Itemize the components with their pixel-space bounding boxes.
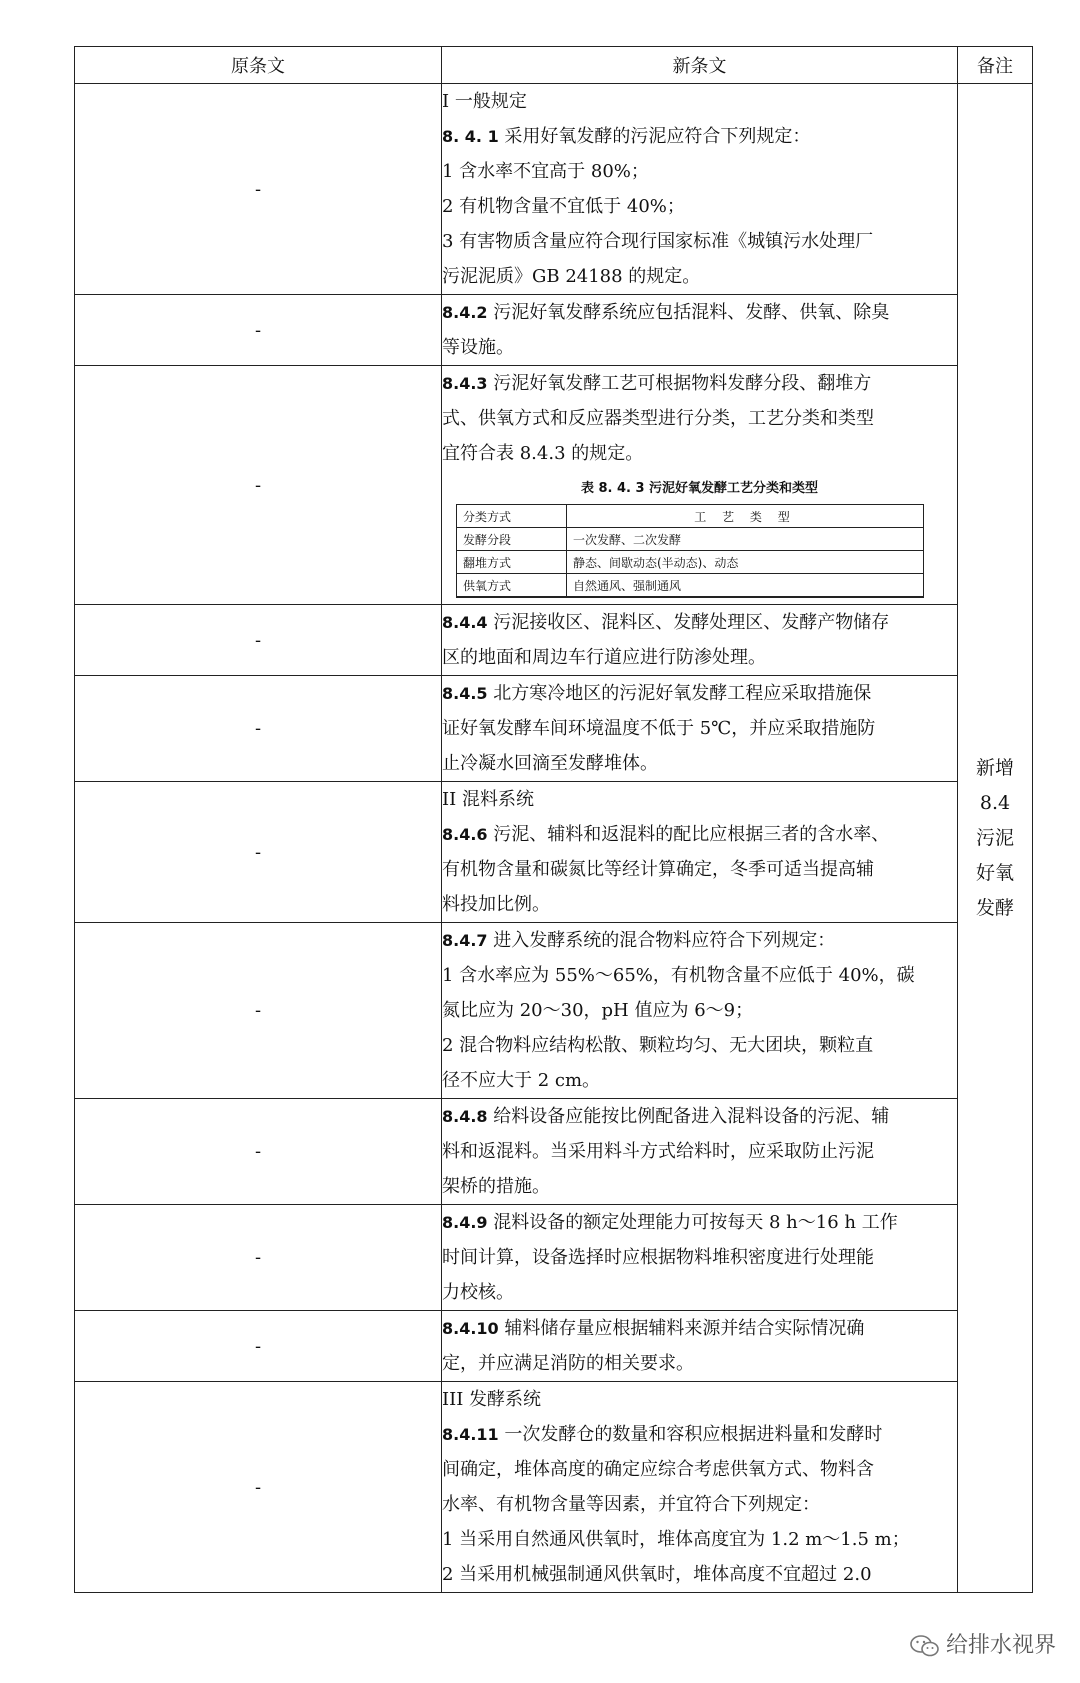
clause-line xyxy=(442,817,957,852)
clause-text: 污泥好氧发酵系统应包括混料、发酵、供氧、除臭 xyxy=(487,302,890,323)
original-clause-cell: - xyxy=(75,1205,442,1311)
clause-line xyxy=(442,330,957,365)
clause-text: 采用好氧发酵的污泥应符合下列规定： xyxy=(498,126,811,147)
new-clause-cell xyxy=(442,605,958,676)
clause-text: 混料设备的额定处理能力可按每天 8 h～16 h 工作 xyxy=(487,1212,898,1233)
table-row xyxy=(75,923,1033,1099)
clause-number: 8.4.5 xyxy=(442,684,488,703)
clause-line xyxy=(442,1275,957,1310)
clause-text: 给料设备应能按比例配备进入混料设备的污泥、辅 xyxy=(487,1106,890,1127)
table-row xyxy=(75,782,1033,923)
new-clause-cell xyxy=(442,295,958,366)
new-clause-cell xyxy=(442,1099,958,1205)
watermark-text: 给排水视界 xyxy=(945,1633,1056,1658)
clause-line xyxy=(442,1169,957,1204)
clause-line xyxy=(442,923,957,958)
new-clause-cell xyxy=(442,1205,958,1311)
header-new-clause: 新条文 xyxy=(442,47,958,84)
subtable-cell: 发酵分段 xyxy=(457,528,567,551)
new-clause-cell xyxy=(442,84,958,295)
remark-line: 发酵 xyxy=(975,896,1014,919)
clause-line xyxy=(442,1417,957,1452)
clause-text: 定，并应满足消防的相关要求。 xyxy=(442,1353,694,1374)
clause-line xyxy=(442,189,957,224)
subtable-cell: 翻堆方式 xyxy=(457,551,567,574)
new-clause-cell xyxy=(442,1382,958,1593)
clause-text: 污泥好氧发酵工艺可根据物料发酵分段、翻堆方 xyxy=(487,373,872,394)
clause-line xyxy=(442,640,957,675)
original-clause-cell: - xyxy=(75,84,442,295)
clause-line xyxy=(442,887,957,922)
table-row xyxy=(75,295,1033,366)
clause-text: 1 当采用自然通风供氧时，堆体高度宜为 1.2 m～1.5 m； xyxy=(442,1529,910,1550)
clause-number: 8. 4. 1 xyxy=(442,127,499,146)
clause-text: 式、供氧方式和反应器类型进行分类，工艺分类和类型 xyxy=(442,408,874,429)
clause-line xyxy=(442,401,957,436)
table-row xyxy=(75,1311,1033,1382)
clause-text: II 混料系统 xyxy=(442,789,534,810)
table-row xyxy=(75,1099,1033,1205)
table-body xyxy=(75,84,1033,1593)
clause-text: 氮比应为 20～30，pH 值应为 6～9； xyxy=(442,1000,754,1021)
clause-text: 有机物含量和碳氮比等经计算确定，冬季可适当提高辅 xyxy=(442,859,874,880)
clause-line xyxy=(442,1452,957,1487)
clause-line xyxy=(442,993,957,1028)
new-clause-cell xyxy=(442,923,958,1099)
clause-text: 宜符合表 8.4.3 的规定。 xyxy=(442,443,644,464)
clause-text: 1 含水率应为 55%～65%，有机物含量不应低于 40%，碳 xyxy=(442,965,915,986)
clause-number: 8.4.8 xyxy=(442,1107,488,1126)
subtable-caption: 表 8. 4. 3 污泥好氧发酵工艺分类和类型 xyxy=(580,481,819,496)
clause-line xyxy=(442,1382,957,1417)
watermark xyxy=(910,1628,1056,1659)
clause-line xyxy=(442,746,957,781)
table-row xyxy=(75,1205,1033,1311)
clause-text: 料投加比例。 xyxy=(442,894,550,915)
clause-text: 区的地面和周边车行道应进行防渗处理。 xyxy=(442,647,766,668)
clause-text: 架桥的措施。 xyxy=(442,1176,550,1197)
remark-line: 污泥 xyxy=(975,826,1014,849)
subtable-cell: 分类方式 xyxy=(457,505,567,528)
clause-line xyxy=(442,1522,957,1557)
original-clause-cell: - xyxy=(75,295,442,366)
original-clause-cell: - xyxy=(75,605,442,676)
clause-text: 污泥接收区、混料区、发酵处理区、发酵产物储存 xyxy=(487,612,890,633)
clause-text: 等设施。 xyxy=(442,337,514,358)
clause-line xyxy=(442,1028,957,1063)
clause-line xyxy=(442,958,957,993)
clause-line xyxy=(442,852,957,887)
table-row xyxy=(75,366,1033,605)
clause-line xyxy=(442,1311,957,1346)
original-clause-cell: - xyxy=(75,1099,442,1205)
remark-line: 新增 xyxy=(975,756,1014,779)
clause-number: 8.4.11 xyxy=(442,1425,499,1444)
clause-line xyxy=(442,711,957,746)
clause-number: 8.4.10 xyxy=(442,1319,499,1338)
subtable-cell: 供氧方式 xyxy=(457,574,567,598)
clause-text: 污泥泥质》GB 24188 的规定。 xyxy=(442,266,701,287)
subtable-row xyxy=(457,551,924,574)
comparison-table xyxy=(74,46,1033,1593)
new-clause-cell xyxy=(442,1311,958,1382)
original-clause-cell: - xyxy=(75,1311,442,1382)
new-clause-cell xyxy=(442,782,958,923)
clause-text: 一次发酵仓的数量和容积应根据进料量和发酵时 xyxy=(498,1424,883,1445)
clause-text: 北方寒冷地区的污泥好氧发酵工程应采取措施保 xyxy=(487,683,872,704)
clause-text: 1 含水率不宜高于 80%； xyxy=(442,161,649,182)
table-row xyxy=(75,84,1033,295)
clause-line xyxy=(442,84,957,119)
clause-text: I 一般规定 xyxy=(442,91,527,112)
clause-text: 径不应大于 2 cm。 xyxy=(442,1070,601,1091)
clause-line xyxy=(442,1346,957,1381)
subtable-row xyxy=(457,528,924,551)
clause-line xyxy=(442,224,957,259)
clause-text: 水率、有机物含量等因素，并宜符合下列规定： xyxy=(442,1494,820,1515)
clause-line xyxy=(442,436,957,471)
clause-text: 进入发酵系统的混合物料应符合下列规定： xyxy=(487,930,836,951)
clause-text: 间确定，堆体高度的确定应综合考虑供氧方式、物料含 xyxy=(442,1459,874,1480)
clause-text: 2 当采用机械强制通风供氧时，堆体高度不宜超过 2.0 xyxy=(442,1564,872,1585)
original-clause-cell: - xyxy=(75,923,442,1099)
original-clause-cell: - xyxy=(75,676,442,782)
subtable-cell: 工 艺 类 型 xyxy=(567,505,924,528)
wechat-icon xyxy=(910,1635,940,1657)
clause-line xyxy=(442,1063,957,1098)
clause-text: 2 有机物含量不宜低于 40%； xyxy=(442,196,685,217)
clause-number: 8.4.4 xyxy=(442,613,488,632)
clause-number: 8.4.6 xyxy=(442,825,488,844)
process-type-table xyxy=(456,504,924,598)
original-clause-cell: - xyxy=(75,782,442,923)
subtable-row xyxy=(457,574,924,598)
clause-line xyxy=(442,605,957,640)
subtable-cell: 静态、间歇动态(半动态)、动态 xyxy=(567,551,924,574)
remark-cell xyxy=(958,84,1033,1593)
clause-text: 力校核。 xyxy=(442,1282,514,1303)
clause-line xyxy=(442,119,957,154)
clause-line xyxy=(442,1134,957,1169)
table-row xyxy=(75,1382,1033,1593)
subtable-cell: 自然通风、强制通风 xyxy=(567,574,924,598)
original-clause-cell: - xyxy=(75,1382,442,1593)
clause-line xyxy=(442,154,957,189)
clause-line xyxy=(442,259,957,294)
clause-line xyxy=(442,1240,957,1275)
clause-line xyxy=(442,1557,957,1592)
clause-text: 料和返混料。当采用料斗方式给料时，应采取防止污泥 xyxy=(442,1141,874,1162)
clause-line xyxy=(442,1099,957,1134)
clause-number: 8.4.9 xyxy=(442,1213,488,1232)
header-original-clause: 原条文 xyxy=(75,47,442,84)
clause-text: 证好氧发酵车间环境温度不低于 5℃，并应采取措施防 xyxy=(442,718,876,739)
remark-line: 8.4 xyxy=(979,791,1011,814)
clause-text: 2 混合物料应结构松散、颗粒均匀、无大团块，颗粒直 xyxy=(442,1035,874,1056)
clause-line xyxy=(442,366,957,401)
clause-number: 8.4.3 xyxy=(442,374,488,393)
clause-text: 3 有害物质含量应符合现行国家标准《城镇污水处理厂 xyxy=(442,231,874,252)
clause-text: 止冷凝水回滴至发酵堆体。 xyxy=(442,753,658,774)
new-clause-cell xyxy=(442,366,958,605)
remark-line: 好氧 xyxy=(975,861,1014,884)
clause-text: 辅料储存量应根据辅料来源并结合实际情况确 xyxy=(498,1318,865,1339)
clause-number: 8.4.2 xyxy=(442,303,488,322)
header-remark: 备注 xyxy=(958,47,1033,84)
table-row xyxy=(75,605,1033,676)
clause-line xyxy=(442,782,957,817)
subtable-cell: 一次发酵、二次发酵 xyxy=(567,528,924,551)
table-header-row xyxy=(75,47,1033,84)
new-clause-cell xyxy=(442,676,958,782)
clause-line xyxy=(442,1205,957,1240)
original-clause-cell: - xyxy=(75,366,442,605)
subtable-row xyxy=(457,505,924,528)
clause-text: 污泥、辅料和返混料的配比应根据三者的含水率、 xyxy=(487,824,890,845)
clause-text: 时间计算，设备选择时应根据物料堆积密度进行处理能 xyxy=(442,1247,874,1268)
clause-line xyxy=(442,1487,957,1522)
clause-line xyxy=(442,676,957,711)
clause-line xyxy=(442,295,957,330)
clause-text: III 发酵系统 xyxy=(442,1389,542,1410)
table-row xyxy=(75,676,1033,782)
clause-number: 8.4.7 xyxy=(442,931,488,950)
